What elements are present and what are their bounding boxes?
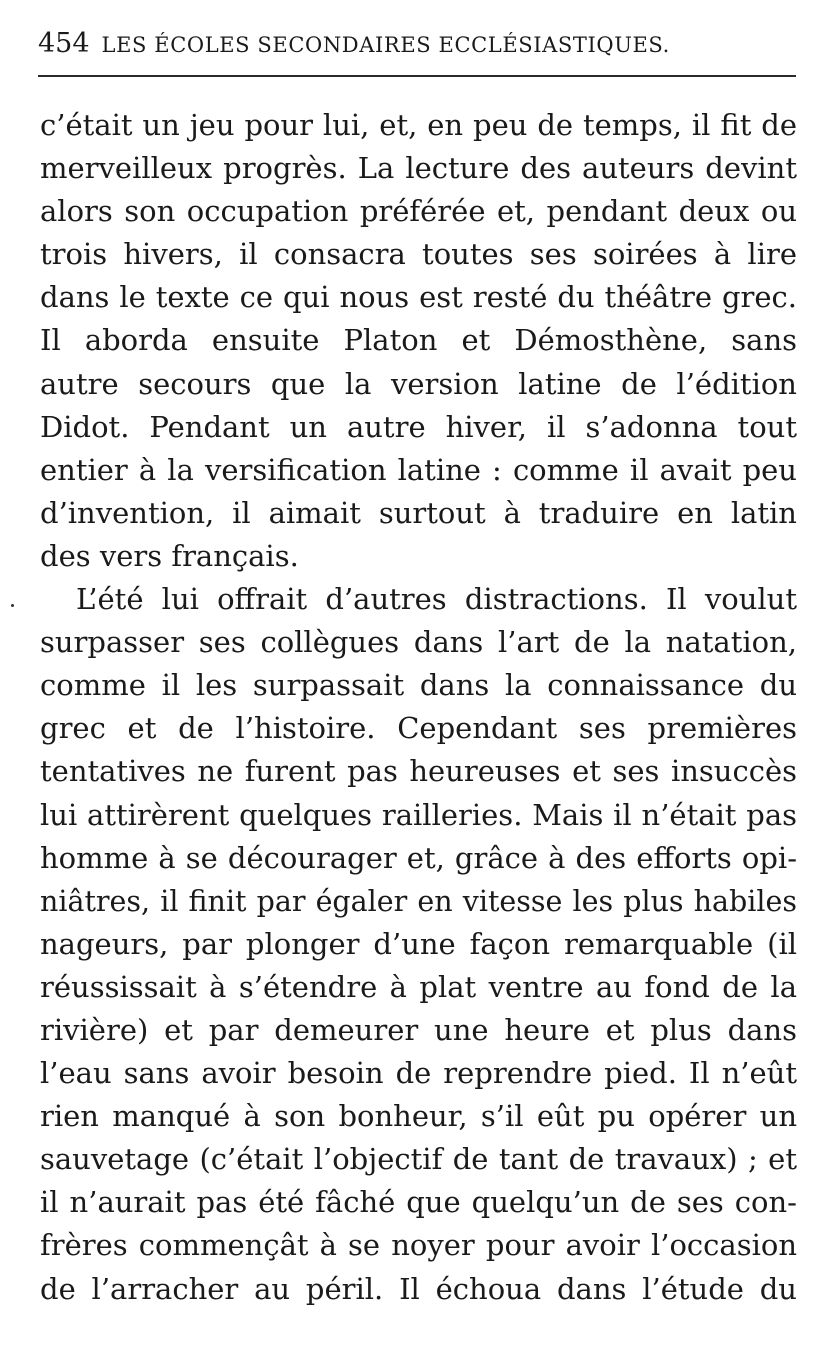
text-line: il n’aurait pas été fâché que quelqu’un de ses con- — [40, 1185, 797, 1220]
text-line: réussissait à s’étendre à plat ventre au fond de la — [40, 969, 797, 1004]
text-line: L’été lui offrait d’autres distractions. Il voulut — [76, 582, 797, 617]
text-line: entier à la versification latine : comme il avait peu — [40, 452, 797, 487]
text-line: trois hivers, il consacra toutes ses soirées à lire — [40, 237, 797, 272]
text-line: Il aborda ensuite Platon et Démosthène, sans — [40, 323, 797, 358]
text-line: tentatives ne furent pas heureuses et ses insuccès — [40, 754, 797, 789]
header-rule — [38, 75, 796, 77]
text-line: lui attirèrent quelques railleries. Mais il n’était pas — [40, 797, 797, 832]
running-head — [38, 28, 798, 68]
running-title: LES ÉCOLES SECONDAIRES ECCLÉSIASTIQUES. — [101, 33, 670, 57]
text-line: dans le texte ce qui nous est resté du théâtre grec. — [40, 280, 797, 315]
text-line: grec et de l’histoire. Cependant ses premières — [40, 711, 797, 746]
body-text — [40, 104, 797, 1311]
text-line: surpasser ses collègues dans l’art de la natation, — [40, 625, 797, 660]
text-line: homme à se décourager et, grâce à des efforts opi- — [40, 840, 797, 875]
text-line: rivière) et par demeurer une heure et plus dans — [40, 1012, 797, 1047]
text-line: frères commençât à se noyer pour avoir l’occasion — [40, 1228, 797, 1263]
text-line: merveilleux progrès. La lecture des auteurs devint — [40, 151, 797, 186]
text-line: sauvetage (c’était l’objectif de tant de travaux) ; et — [40, 1142, 797, 1177]
text-line: nageurs, par plonger d’une façon remarquable (il — [40, 926, 797, 961]
text-line: c’était un jeu pour lui, et, en peu de temps, il fit de — [40, 108, 797, 142]
page-number: 454 — [38, 28, 90, 59]
text-line: alors son occupation préférée et, pendant deux ou — [40, 194, 797, 229]
text-line: comme il les surpassait dans la connaissance du — [40, 668, 797, 703]
text-line: Didot. Pendant un autre hiver, il s’adonna tout — [40, 409, 797, 444]
text-line: niâtres, il finit par égaler en vitesse les plus habiles — [40, 884, 797, 918]
text-line: des vers français. — [40, 538, 299, 573]
text-line: de l’arracher au péril. Il échoua dans l’étude du — [40, 1271, 797, 1306]
text-line: autre secours que la version latine de l’édition — [40, 366, 797, 401]
text-line: l’eau sans avoir besoin de reprendre pied. Il n’eût — [40, 1056, 797, 1091]
text-line: d’invention, il aimait surtout à traduire en latin — [40, 495, 797, 530]
print-speck — [11, 604, 14, 607]
text-line: rien manqué à son bonheur, s’il eût pu opérer un — [40, 1099, 797, 1134]
